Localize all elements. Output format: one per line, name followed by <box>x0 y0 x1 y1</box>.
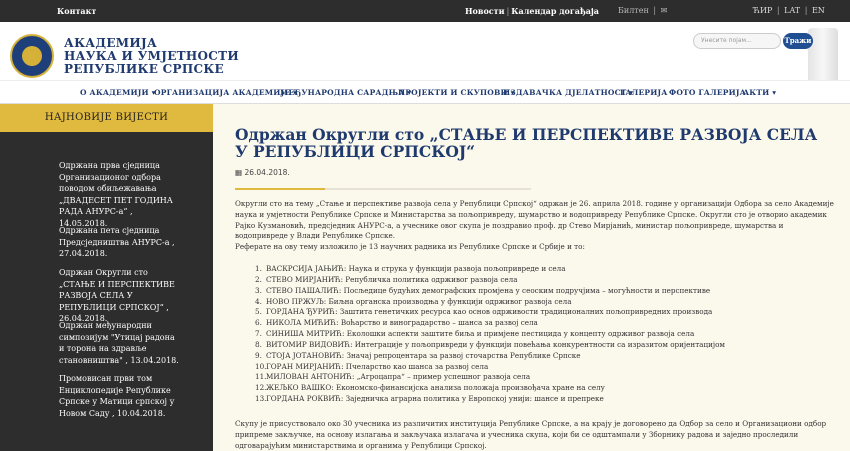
paper-item <box>255 372 835 383</box>
paper-text: ЖЕЉКО ВАШКО: Економско-финансијска анализа положаја произвођача хране на селу <box>266 383 605 393</box>
title-divider <box>235 188 531 190</box>
paper-number: 10. <box>255 361 267 371</box>
article-title: Одржан Округли сто „СТАЊЕ И ПЕРСПЕКТИВЕ РАЗВОЈА СЕЛА У РЕПУБЛИЦИ СРПСКОЈ“ <box>235 125 818 161</box>
paper-item <box>255 275 835 286</box>
article-closing: Скупу је присуствовало око 30 учесника из различитих институција Републике Српске, а на крају је договорено да Одбор за село и Организациони одбор припреме закључке, на основу излагања и закључака излагача и учесника скупа, који би се одштампали у Зборнику радова и заједно проследили одговарајућим министарствима и органима у Републици Српској. <box>235 419 827 450</box>
search-input[interactable]: Унесите појам... <box>693 33 781 49</box>
paper-number: 7. <box>255 329 262 339</box>
paper-item <box>255 286 835 297</box>
contact-link[interactable]: Контакт <box>57 6 97 16</box>
news-sidebar <box>0 104 213 451</box>
org-name-line: НАУКА И УМЈЕТНОСТИ <box>64 49 240 63</box>
paper-number: 12. <box>255 383 267 393</box>
article-intro: Округли сто на тему „Стање и перспективе развоја села у Републици Српској“ одржан је 26. априла 2018. године у организацији Одбора за село Академије наука и умјетности Републике Српске и Министарства за пољопривреду, шумарство и водопривреду Републике Српске. Округли сто је отворио академик Рајко Кузмановић, предсједник АНУРС-а, а учеснике овог скупа је поздравио проф. др Стево Мирјанић, министар пољопривреде, шумарства и водопривреде у Влади Републике Српске. <box>235 199 834 241</box>
paper-text: СИНИША МИТРИЋ: Еколошки аспекти заштите биља и примјене пестицида у концепту одрживог развоја села <box>266 329 695 339</box>
rss-icon: ✉ <box>660 6 668 15</box>
nav-publishing[interactable]: ИЗДАВАЧКА ДЈЕЛАТНОСТ ▾ <box>503 88 634 97</box>
paper-number: 3. <box>255 285 262 295</box>
nav-about[interactable]: О АКАДЕМИЈИ ▾ <box>80 88 156 97</box>
paper-number: 5. <box>255 307 262 317</box>
bulletin-label: Билтен <box>618 6 649 15</box>
paper-text: СТЕВО МИРЈАНИЋ: Републичка политика одрживог развоја села <box>266 274 518 284</box>
paper-number: 4. <box>255 296 262 306</box>
lang-cyrillic[interactable]: ЋИР <box>753 6 773 15</box>
nav-gallery[interactable]: ГАЛЕРИЈА <box>620 88 668 97</box>
paper-item <box>255 318 835 329</box>
academy-logo-icon[interactable] <box>10 34 54 78</box>
news-link[interactable]: Новости <box>465 6 505 16</box>
news-item[interactable]: Одржан Округли сто „СТАЊЕ И ПЕРСПЕКТИВЕ РАЗВОЈА СЕЛА У РЕПУБЛИЦИ СРПСКОЈ“ , 26.04.2018. <box>59 268 175 323</box>
paper-text: МИЛОВАН АНТОНИЋ: „Агроцапра“ – пример успешног развоја села <box>266 372 531 382</box>
paper-item <box>255 362 835 373</box>
calendar-icon: ▦ <box>235 168 243 177</box>
separator: | <box>506 7 510 16</box>
column-decoration-icon <box>808 28 838 80</box>
paper-number: 2. <box>255 274 262 284</box>
paper-text: ГОРДАНА ЂУРИЋ: Заштита генетичких ресурса као основ одрживости традиционалних пољопривредних производа <box>266 307 713 317</box>
paper-item <box>255 383 835 394</box>
calendar-link[interactable]: Календар догађаја <box>511 6 599 16</box>
top-links <box>465 6 599 16</box>
nav-acts[interactable]: АКТИ ▾ <box>743 88 777 97</box>
nav-organization[interactable]: ОРГАНИЗАЦИЈА АКАДЕМИЈЕ ▾ <box>154 88 298 97</box>
paper-item <box>255 297 835 308</box>
language-switcher: ЋИР | LAT | EN <box>753 6 825 15</box>
paper-item <box>255 329 835 340</box>
papers-list <box>255 264 835 405</box>
paper-text: СТОЈА ЈОТАНОВИЋ: Значај репроцентара за развој сточарства Републике Српске <box>266 350 581 360</box>
paper-number: 9. <box>255 350 262 360</box>
article-date <box>235 168 290 177</box>
main-nav <box>0 80 850 104</box>
bulletin-link[interactable]: Билтен | ✉ <box>618 6 668 15</box>
nav-projects[interactable]: ПРОЈЕКТИ И СКУПОВИ ▾ <box>398 88 515 97</box>
paper-item <box>255 394 835 405</box>
paper-item <box>255 307 835 318</box>
paper-number: 8. <box>255 339 262 349</box>
sidebar-heading: НАЈНОВИЈЕ ВИЈЕСТИ <box>0 104 213 132</box>
search-button[interactable]: Тражи <box>783 33 813 49</box>
paper-text: ВИТОМИР ВИДОВИЋ: Интеграције у пољопривреди у функцији повећања конкурентности са изразитом оријентацијом <box>266 339 726 349</box>
paper-number: 6. <box>255 318 262 328</box>
news-item[interactable]: Одржана пета сједница Предсједништва АНУРС-а , 27.04.2018. <box>59 226 175 258</box>
paper-text: ВАСКРСИЈА ЈАЊИЋ: Наука и струка у функцији развоја пољопривреде и села <box>266 264 566 273</box>
paper-text: НОВО ПРЖУЉ: Биљна органска производња у функцији одрживог развоја села <box>266 296 572 306</box>
org-name-line: РЕПУБЛИКЕ СРПСКЕ <box>64 62 225 76</box>
date-text: 26.04.2018. <box>244 168 290 177</box>
site-header <box>0 22 850 80</box>
paper-item <box>255 264 835 275</box>
paper-number: 13. <box>255 394 267 404</box>
nav-photo-gallery[interactable]: ФОТО ГАЛЕРИЈА <box>669 88 746 97</box>
paper-text: СТЕВО ПАШАЛИЋ: Посљедице будућих демографских промјена у сеоским подручјима – могућности и перспективе <box>266 285 711 295</box>
article <box>213 104 850 451</box>
org-name-line: АКАДЕМИЈА <box>64 36 158 50</box>
paper-text: ГОРДАНА РОКВИЋ: Заједничка аграрна политика у Европској унији: шансе и препреке <box>266 394 604 404</box>
paper-item <box>255 340 835 351</box>
lang-latin[interactable]: LAT <box>784 6 801 15</box>
top-bar <box>0 0 850 22</box>
nav-international[interactable]: МЕЂУНАРОДНА САРАДЊА ▾ <box>280 88 412 97</box>
paper-text: ГОРАН МИРЈАНИЋ: Пчеларство као шанса за развој села <box>266 361 489 371</box>
org-name[interactable] <box>64 37 239 76</box>
news-item[interactable]: Одржан међународни симпозијум "Утицај радона и торона на здравље становништва" , 13.04.2018. <box>59 321 179 365</box>
paper-item <box>255 351 835 362</box>
paper-number: 1. <box>255 264 262 273</box>
paper-text: НИКОЛА МИЋИЋ: Воћарство и виноградарство – шанса за развој села <box>266 318 538 328</box>
news-item[interactable]: Одржана прва сједница Организационог одбора поводом обиљежавања „ДВАДЕСЕТ ПЕТ ГОДИНА РАДА АНУРС-а“ , 14.05.2018. <box>59 161 173 228</box>
lang-english[interactable]: EN <box>811 6 825 15</box>
article-lead: Реферате на ову тему изложило је 13 научних радника из Републике Српске и Србије и то: <box>235 242 585 251</box>
paper-number: 11. <box>255 372 267 382</box>
news-item[interactable]: Промовисан први том Енциклопедије Републике Српске у Матици српској у Новом Саду , 10.04.2018. <box>59 374 175 418</box>
